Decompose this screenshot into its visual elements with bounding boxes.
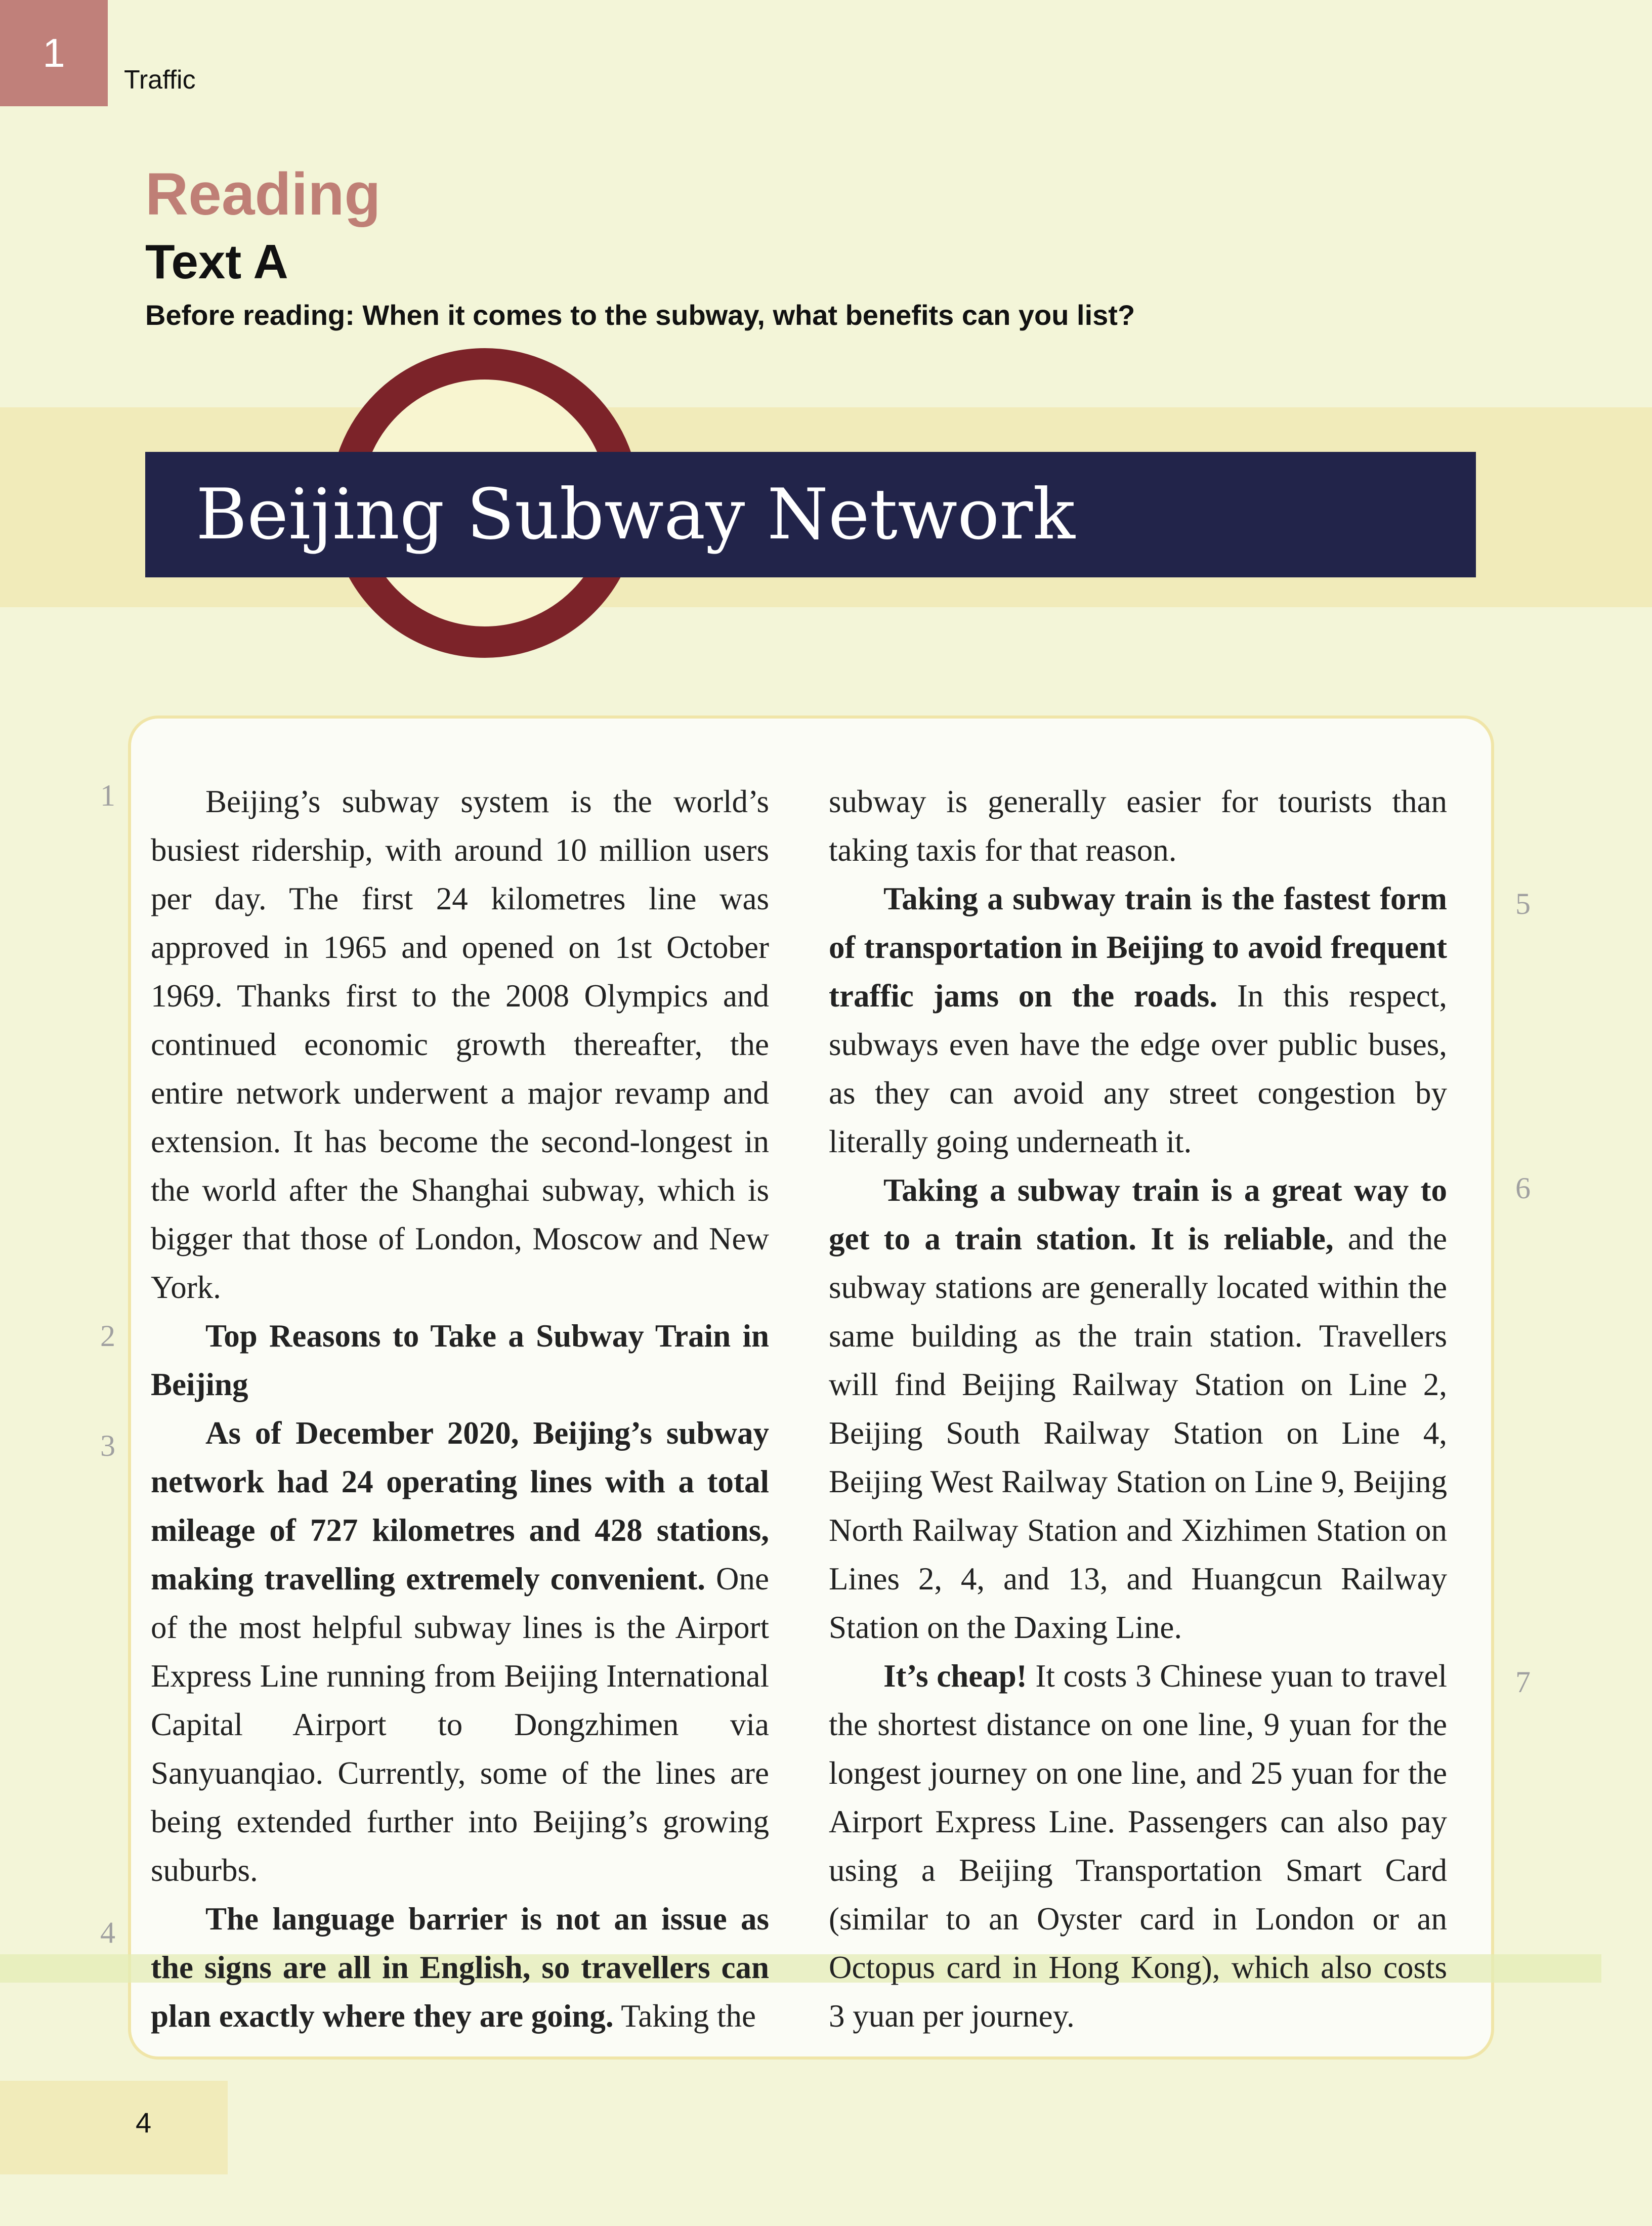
bold-text: As of December 2020, Beijing’s subway network had 24 operating lines with a total mileage of 727 kilometres and 428 stations, making travelling extremely convenient. bbox=[151, 1415, 769, 1597]
subsection-heading: Text A bbox=[145, 235, 288, 289]
page-number: 4 bbox=[136, 2107, 152, 2138]
paragraph-number: 6 bbox=[1515, 1171, 1531, 1205]
bold-text: Taking a subway train is the fastest form of transportation in Beijing to avoid frequent traffic jams on the roads. bbox=[829, 881, 1447, 1014]
article-right-column bbox=[829, 777, 1447, 2040]
unit-number-tab bbox=[0, 0, 108, 106]
paragraph-text: Taking the bbox=[613, 1998, 756, 2034]
paragraph-number: 1 bbox=[100, 779, 115, 812]
paragraph-number: 7 bbox=[1515, 1665, 1531, 1699]
page-number-tab bbox=[0, 2081, 228, 2174]
article-paragraph bbox=[829, 1652, 1447, 2040]
section-heading: Reading bbox=[145, 161, 381, 228]
article-paragraph bbox=[829, 1166, 1447, 1652]
bold-text: Taking a subway train is a great way to get to a train station. It is reliable, bbox=[829, 1172, 1447, 1256]
pre-reading-question: Before reading: When it comes to the subway, what benefits can you list? bbox=[145, 299, 1135, 331]
paragraph-number: 5 bbox=[1515, 887, 1531, 920]
bold-text: It’s cheap! bbox=[883, 1658, 1027, 1694]
paragraph-text: One of the most helpful subway lines is the Airport Express Line running from Beijing International Capital Airport to Dongzhimen via Sanyuanqiao. Currently, some of the lines are being extended further into Beijing’s growing suburbs. bbox=[151, 1561, 769, 1888]
paragraph-number: 3 bbox=[100, 1429, 115, 1462]
article-paragraph bbox=[151, 777, 769, 1312]
article-paragraph bbox=[151, 1409, 769, 1895]
bold-text: Top Reasons to Take a Subway Train in Beijing bbox=[151, 1318, 769, 1402]
bold-text: The language barrier is not an issue as the signs are all in English, so travellers can plan exactly where they are going. bbox=[151, 1901, 769, 2034]
paragraph-text: Beijing’s subway system is the world’s busiest ridership, with around 10 million users per day. The first 24 kilometres line was approved in 1965 and opened on 1st October 1969. Thanks first to the 2008 Olympics and continued economic growth thereafter, the entire network underwent a major revamp and extension. It has become the second-longest in the world after the Shanghai subway, which is bigger that those of London, Moscow and New York. bbox=[151, 784, 769, 1305]
article-paragraph bbox=[829, 777, 1447, 874]
paragraph-number: 2 bbox=[100, 1319, 115, 1353]
unit-number: 1 bbox=[43, 30, 65, 75]
article-paragraph bbox=[151, 1895, 769, 2040]
article-paragraph bbox=[151, 1312, 769, 1409]
paragraph-text: In this respect, subways even have the edge over public buses, as they can avoid any street congestion by literally going underneath it. bbox=[829, 978, 1447, 1159]
article-left-column bbox=[151, 777, 769, 2040]
article-paragraph bbox=[829, 874, 1447, 1166]
paragraph-number: 4 bbox=[100, 1916, 115, 1949]
unit-title: Traffic bbox=[124, 65, 196, 95]
paragraph-text: and the subway stations are generally located within the same building as the train station. Travellers will find Beijing Railway Station on Line 2, Beijing South Railway Station on Line 4, Beijing West Railway Station on Line 9, Beijing North Railway Station and Xizhimen Station on Lines 2, 4, and 13, and Huangcun Railway Station on the Daxing Line. bbox=[829, 1221, 1447, 1645]
paragraph-text: subway is generally easier for tourists than taking taxis for that reason. bbox=[829, 784, 1447, 868]
article-title-bar bbox=[145, 452, 1476, 577]
article-title: Beijing Subway Network bbox=[196, 474, 1075, 555]
paragraph-text: It costs 3 Chinese yuan to travel the shortest distance on one line, 9 yuan for the longest journey on one line, and 25 yuan for the Airport Express Line. Passengers can also pay using a Beijing Transportation Smart Card (similar to an Oyster card in London or an Octopus card in Hong Kong), which also costs 3 yuan per journey. bbox=[829, 1658, 1447, 2034]
